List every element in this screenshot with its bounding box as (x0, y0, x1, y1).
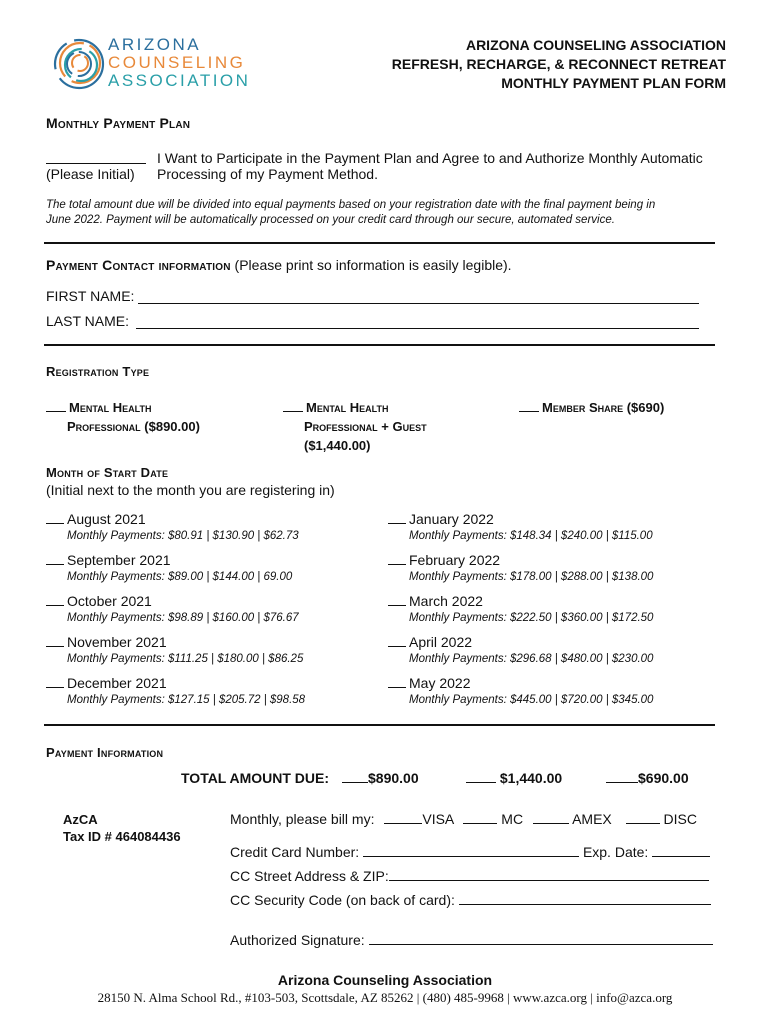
contact-heading (46, 257, 512, 273)
reg-option-professional[interactable] (46, 398, 200, 436)
registration-title: Registration Type (46, 364, 150, 379)
reg-option-guest[interactable] (283, 398, 427, 455)
security-label: CC Security Code (on back of card): (230, 892, 455, 908)
security-row (230, 892, 711, 908)
month-payments: Monthly Payments: $80.91 | $130.90 | $62.73 (67, 530, 299, 542)
amount-1: $890.00 (368, 770, 419, 786)
month-payments: Monthly Payments: $445.00 | $720.00 | $345.00 (409, 694, 654, 706)
contact-title: Payment Contact information (46, 257, 231, 273)
total-label: TOTAL AMOUNT DUE: (181, 770, 330, 786)
signature-label: Authorized Signature: (230, 932, 365, 948)
month-item[interactable] (388, 511, 718, 552)
logo-text-3: ASSOCIATION (108, 71, 251, 90)
amex-label: AMEX (572, 811, 612, 827)
start-title: Month of Start Date (46, 465, 169, 480)
exp-date-field[interactable] (652, 844, 710, 857)
first-name-label: FIRST NAME: (46, 288, 135, 304)
reg-option-1-line-2: Professional ($890.00) (67, 419, 200, 434)
signature-row (230, 932, 713, 948)
initial-label: (Please Initial) (46, 166, 135, 182)
logo-text-1: ARIZONA (108, 35, 202, 54)
month-payments: Monthly Payments: $89.00 | $144.00 | 69.00 (67, 571, 293, 583)
month-payments: Monthly Payments: $222.50 | $360.00 | $172.50 (409, 612, 654, 624)
month-label: December 2021 (67, 675, 167, 691)
month-label: March 2022 (409, 593, 483, 609)
month-item[interactable] (46, 552, 376, 593)
months-right-column (388, 511, 718, 716)
disc-field[interactable] (626, 811, 660, 824)
bill-label: Monthly, please bill my: (230, 811, 375, 827)
footer-address: 28150 N. Alma School Rd., #103-503, Scottsdale, AZ 85262 | (480) 485-9968 | www.azca.org | info@azca.org (97, 990, 673, 1005)
initial-line[interactable] (388, 678, 406, 688)
cc-number-row (230, 844, 710, 860)
amount-3: $690.00 (638, 770, 689, 786)
logo-text-2: COUNSELING (108, 53, 246, 72)
last-name-label: LAST NAME: (46, 313, 129, 329)
initial-line[interactable] (46, 637, 64, 647)
month-item[interactable] (46, 675, 376, 716)
month-item[interactable] (388, 552, 718, 593)
initial-line[interactable] (46, 596, 64, 606)
tax-id: Tax ID # 464084436 (63, 829, 181, 844)
month-payments: Monthly Payments: $148.34 | $240.00 | $115.00 (409, 530, 653, 542)
amount-option-1[interactable] (342, 770, 419, 786)
month-item[interactable] (46, 511, 376, 552)
month-label: September 2021 (67, 552, 171, 568)
header-line-1: ARIZONA COUNSELING ASSOCIATION (465, 37, 726, 53)
logo-rings-icon (52, 36, 108, 92)
signature-field[interactable] (369, 932, 713, 945)
footer-org: Arizona Counseling Association (277, 972, 493, 988)
month-payments: Monthly Payments: $98.89 | $160.00 | $76.67 (67, 612, 299, 624)
header-line-3: MONTHLY PAYMENT PLAN FORM (501, 75, 726, 91)
exp-date-label: Exp. Date: (582, 844, 649, 860)
plan-note-1: The total amount due will be divided into equal payments based on your registration date with the final payment being in (46, 199, 656, 211)
initial-field[interactable] (46, 150, 146, 164)
initial-line[interactable] (46, 514, 64, 524)
card-type-row (230, 811, 697, 827)
amount-2: $1,440.00 (499, 770, 563, 786)
amex-field[interactable] (533, 811, 569, 824)
plan-statement-1: I Want to Participate in the Payment Plan and Agree to and Authorize Monthly Automatic (157, 150, 703, 166)
security-field[interactable] (459, 892, 711, 905)
divider (44, 724, 715, 726)
month-label: February 2022 (409, 552, 501, 568)
month-payments: Monthly Payments: $127.15 | $205.72 | $98.58 (67, 694, 306, 706)
reg-option-2-line-1: Mental Health (306, 400, 389, 415)
month-item[interactable] (388, 634, 718, 675)
street-label: CC Street Address & ZIP: (230, 868, 389, 884)
divider (44, 242, 715, 244)
reg-option-2-line-3: ($1,440.00) (304, 438, 371, 453)
cc-number-field[interactable] (363, 844, 579, 857)
plan-title: Monthly Payment Plan (46, 115, 191, 131)
initial-line[interactable] (46, 555, 64, 565)
form-header (392, 36, 726, 93)
org-tax-block (63, 811, 181, 845)
plan-statement-2: Processing of my Payment Method. (157, 166, 378, 182)
divider (44, 344, 715, 346)
month-item[interactable] (388, 675, 718, 716)
header-line-2: REFRESH, RECHARGE, & RECONNECT RETREAT (391, 56, 726, 72)
org-name: AzCA (63, 812, 98, 827)
month-label: January 2022 (409, 511, 494, 527)
logo (52, 36, 252, 92)
amount-option-3[interactable] (606, 770, 689, 786)
visa-label: VISA (422, 811, 454, 827)
reg-option-3-label: Member Share ($690) (542, 400, 665, 415)
month-payments: Monthly Payments: $178.00 | $288.00 | $138.00 (409, 571, 654, 583)
street-row (230, 868, 709, 884)
start-subtitle: (Initial next to the month you are registering in) (46, 482, 335, 498)
month-label: April 2022 (409, 634, 473, 650)
initial-line[interactable] (388, 596, 406, 606)
street-field[interactable] (389, 868, 709, 881)
mc-field[interactable] (463, 811, 497, 824)
month-payments: Monthly Payments: $296.68 | $480.00 | $230.00 (409, 653, 654, 665)
payment-title: Payment Information (46, 745, 164, 760)
months-left-column (46, 511, 376, 716)
month-item[interactable] (46, 634, 376, 675)
month-item[interactable] (388, 593, 718, 634)
initial-line[interactable] (388, 637, 406, 647)
checkbox-line[interactable] (46, 402, 66, 412)
month-label: October 2021 (67, 593, 152, 609)
visa-field[interactable] (384, 811, 422, 824)
initial-line[interactable] (388, 555, 406, 565)
first-name-field[interactable] (138, 289, 699, 304)
month-label: November 2021 (67, 634, 167, 650)
reg-option-member[interactable] (519, 398, 664, 417)
contact-subtitle: (Please print so information is easily legible). (234, 257, 512, 273)
initial-line[interactable] (46, 678, 64, 688)
amount-option-2[interactable] (466, 770, 562, 786)
month-payments: Monthly Payments: $111.25 | $180.00 | $86.25 (67, 653, 304, 665)
initial-line[interactable] (388, 514, 406, 524)
month-item[interactable] (46, 593, 376, 634)
reg-option-1-line-1: Mental Health (69, 400, 152, 415)
mc-label: MC (501, 811, 524, 827)
reg-option-2-line-2: Professional + Guest (304, 419, 427, 434)
plan-note-2: June 2022. Payment will be automatically processed on your credit card through our secure, automated service. (46, 214, 615, 226)
checkbox-line[interactable] (283, 402, 303, 412)
month-label: May 2022 (409, 675, 471, 691)
checkbox-line[interactable] (519, 402, 539, 412)
last-name-field[interactable] (136, 314, 699, 329)
month-label: August 2021 (67, 511, 146, 527)
disc-label: DISC (663, 811, 697, 827)
cc-number-label: Credit Card Number: (230, 844, 360, 860)
